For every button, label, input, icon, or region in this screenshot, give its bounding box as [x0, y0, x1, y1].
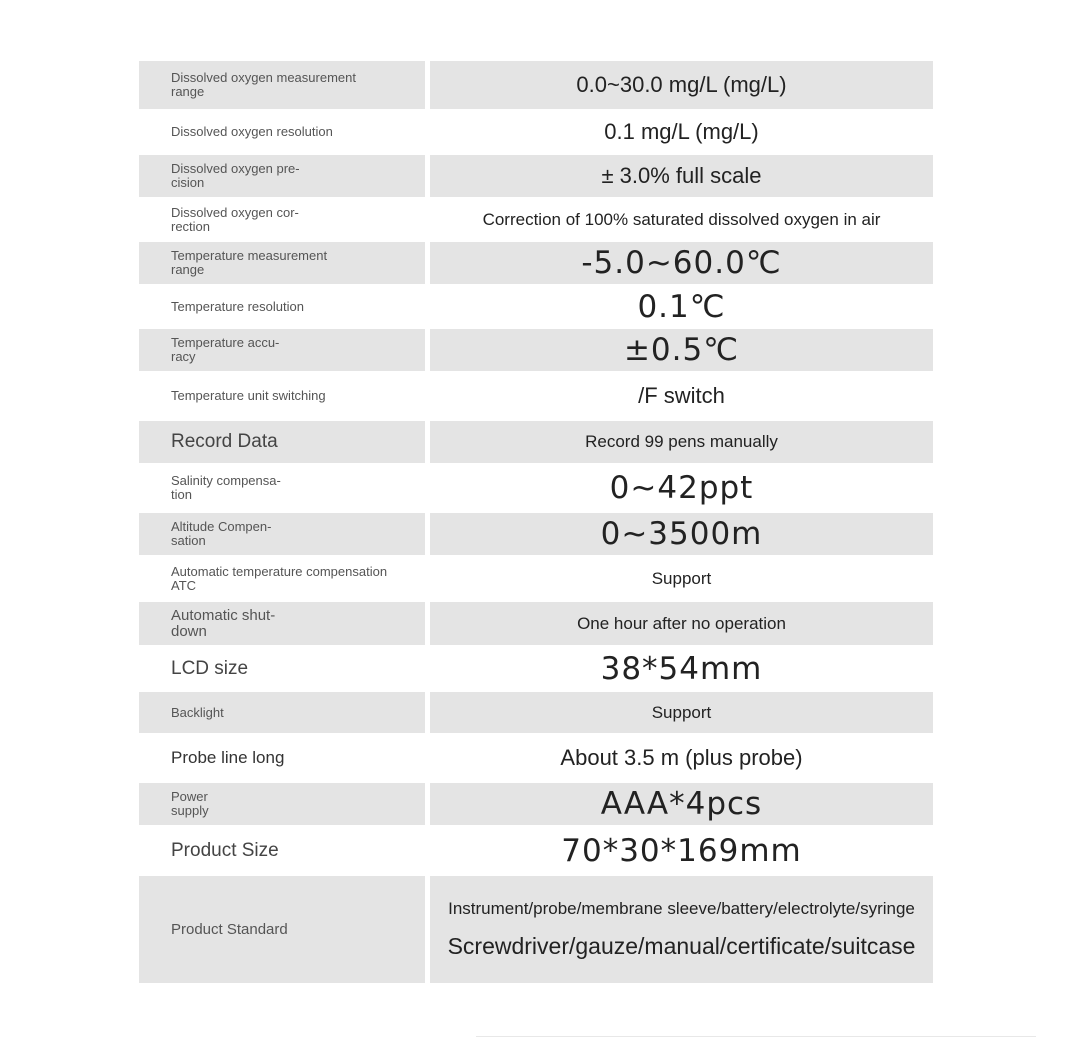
spec-value: 0.0~30.0 mg/L (mg/L)	[430, 61, 933, 109]
spec-row	[139, 733, 933, 783]
spec-value: 0.1 mg/L (mg/L)	[604, 119, 759, 144]
spec-value: /F switch	[638, 383, 725, 408]
spec-label: Altitude Compen- sation	[139, 513, 425, 555]
spec-row	[139, 421, 933, 463]
spec-value	[430, 876, 933, 983]
spec-row	[139, 463, 933, 513]
spec-label: Product Standard	[139, 876, 425, 983]
standard-line-1: Instrument/probe/membrane sleeve/battery/electrolyte/syringe	[448, 899, 915, 918]
spec-row	[139, 783, 933, 825]
spec-row	[139, 329, 933, 371]
spec-label: Power supply	[139, 783, 425, 825]
spec-label: LCD size	[171, 657, 249, 679]
spec-value: Support	[651, 568, 712, 588]
spec-label: Record Data	[139, 421, 425, 463]
spec-label: Temperature resolution	[171, 298, 304, 314]
spec-row-standard	[139, 876, 933, 983]
spec-value: Record 99 pens manually	[430, 421, 933, 463]
spec-label: Automatic shut- down	[139, 602, 425, 645]
spec-row	[139, 61, 933, 109]
spec-label: Temperature accu- racy	[139, 329, 425, 371]
spec-label: Temperature measurement range	[139, 242, 425, 284]
spec-value: Correction of 100% saturated dissolved oxygen in air	[482, 209, 881, 229]
spec-label: Dissolved oxygen cor- rection	[171, 204, 299, 234]
spec-value: AAA*4pcs	[430, 783, 933, 825]
spec-label: Automatic temperature compensation ATC	[171, 563, 388, 593]
spec-label: Salinity compensa- tion	[171, 473, 281, 502]
spec-row	[139, 284, 933, 329]
spec-label: Temperature unit switching	[171, 388, 326, 404]
divider	[476, 1036, 1036, 1037]
spec-value: ±0.5℃	[430, 329, 933, 371]
spec-row	[139, 692, 933, 733]
spec-label: Dissolved oxygen measurement range	[139, 61, 425, 109]
spec-label: Probe line long	[171, 748, 285, 768]
spec-value: Support	[430, 692, 933, 733]
spec-value: 0~42ppt	[609, 470, 754, 506]
spec-label: Dissolved oxygen resolution	[171, 124, 333, 140]
spec-value: 0~3500m	[430, 513, 933, 555]
spec-row	[139, 825, 933, 876]
spec-row	[139, 555, 933, 602]
spec-value: 38*54mm	[600, 650, 763, 687]
spec-row	[139, 242, 933, 284]
spec-row	[139, 513, 933, 555]
spec-row	[139, 197, 933, 242]
spec-row	[139, 645, 933, 692]
spec-value: 0.1℃	[637, 288, 726, 325]
spec-value: ± 3.0% full scale	[430, 155, 933, 197]
spec-value: -5.0~60.0℃	[430, 242, 933, 284]
spec-label: Product Size	[171, 839, 279, 861]
standard-line-2: Screwdriver/gauze/manual/certificate/suitcase	[447, 933, 916, 959]
spec-row	[139, 155, 933, 197]
spec-row	[139, 109, 933, 155]
spec-row	[139, 602, 933, 645]
spec-value: About 3.5 m (plus probe)	[560, 745, 803, 770]
spec-row	[139, 371, 933, 421]
spec-label: Dissolved oxygen pre- cision	[139, 155, 425, 197]
spec-label: Backlight	[139, 692, 425, 733]
spec-value: 70*30*169mm	[561, 832, 802, 869]
spec-value: One hour after no operation	[430, 602, 933, 645]
